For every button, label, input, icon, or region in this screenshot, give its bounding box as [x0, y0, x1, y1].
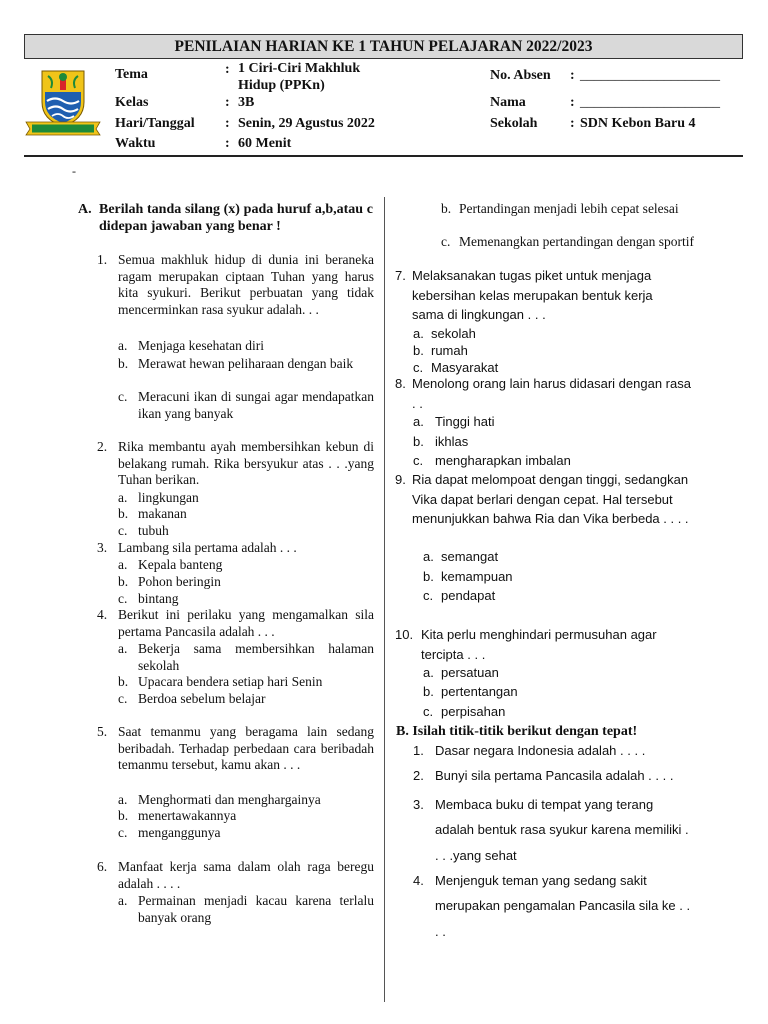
fill-question-3	[413, 792, 693, 868]
option-text: rumah	[431, 343, 468, 358]
fill-question-1	[413, 742, 703, 760]
option-text: semangat	[441, 549, 499, 564]
option-text: kemampuan	[441, 569, 513, 584]
option-text: Berdoa sebelum belajar	[138, 691, 266, 706]
option-letter: a.	[413, 326, 424, 341]
option-letter: b.	[118, 574, 129, 589]
question-1	[97, 252, 374, 318]
question-number: 3.	[97, 540, 108, 555]
option-letter: a.	[118, 557, 128, 572]
option-text: Kepala banteng	[138, 557, 223, 572]
option-10b[interactable]	[423, 684, 518, 700]
option-letter: b.	[118, 506, 129, 521]
option-letter: b.	[118, 674, 129, 689]
fill-question-2	[413, 767, 703, 785]
option-9a[interactable]	[423, 549, 498, 565]
option-text: Upacara bendera setiap hari Senin	[138, 674, 323, 689]
option-letter: c.	[118, 691, 128, 706]
question-9	[395, 470, 695, 529]
option-7a[interactable]	[413, 326, 476, 342]
absen-label: No. Absen	[490, 68, 551, 83]
question-text: Kita perlu menghindari permusuhan agar tercipta . . .	[421, 627, 657, 662]
fill-question-4	[413, 868, 693, 944]
option-text: Merawat hewan peliharaan dengan baik	[138, 356, 354, 371]
option-5b[interactable]	[118, 808, 374, 825]
question-text: Ria dapat melompoat dengan tinggi, sedangkan Vika dapat berlari dengan cepat. Hal tersebut menunjukkan bahwa Ria dan Vika berbeda . . . .	[412, 472, 689, 526]
option-letter: a.	[118, 893, 128, 908]
option-4a[interactable]	[118, 641, 374, 674]
question-number: 10.	[395, 627, 414, 642]
option-1a[interactable]	[118, 338, 374, 355]
option-text: Pohon beringin	[138, 574, 221, 589]
option-letter: a.	[118, 490, 128, 505]
hari-separator: :	[225, 116, 230, 131]
section-a-letter: A.	[78, 202, 92, 217]
hari-value: Senin, 29 Agustus 2022	[238, 116, 375, 131]
option-text: sekolah	[431, 326, 476, 341]
option-letter: c.	[118, 523, 128, 538]
question-8	[395, 374, 695, 413]
question-number: 1.	[97, 252, 108, 267]
option-text: Menjaga kesehatan diri	[138, 338, 264, 353]
option-10c[interactable]	[423, 704, 505, 720]
option-letter: a.	[118, 641, 128, 656]
question-number: 2.	[97, 439, 108, 454]
option-letter: b.	[423, 684, 434, 699]
option-letter: b.	[413, 434, 424, 449]
option-9c[interactable]	[423, 588, 495, 604]
question-10	[395, 625, 695, 664]
option-3b[interactable]	[118, 574, 374, 591]
option-8b[interactable]	[413, 434, 468, 450]
option-text: makanan	[138, 506, 187, 521]
column-divider	[384, 197, 385, 1002]
waktu-separator: :	[225, 136, 230, 151]
option-letter: c.	[423, 588, 434, 603]
option-text: Bekerja sama membersihkan halaman sekolah	[138, 641, 374, 673]
option-letter: c.	[423, 704, 434, 719]
question-2	[97, 439, 374, 489]
option-text: Masyarakat	[431, 360, 499, 375]
tema-label: Tema	[115, 67, 148, 82]
option-letter: b.	[423, 569, 434, 584]
option-letter: a.	[118, 338, 128, 353]
question-number: 7.	[395, 268, 406, 283]
question-number: 4.	[413, 873, 424, 888]
option-2b[interactable]	[118, 506, 374, 523]
option-text: pertentangan	[441, 684, 518, 699]
sekolah-label: Sekolah	[490, 116, 538, 131]
waktu-label: Waktu	[115, 136, 156, 151]
sekolah-separator: :	[570, 116, 575, 131]
nama-field[interactable]: ____________________	[580, 95, 720, 110]
sekolah-value: SDN Kebon Baru 4	[580, 116, 696, 131]
question-text: Menjenguk teman yang sedang sakit merupakan pengamalan Pancasila sila ke . . . .	[435, 873, 691, 939]
option-letter: a.	[118, 792, 128, 807]
question-number: 9.	[395, 472, 406, 487]
absen-separator: :	[570, 68, 575, 83]
tema-separator: :	[225, 62, 230, 77]
option-text: lingkungan	[138, 490, 199, 505]
option-letter: c.	[118, 825, 128, 840]
kelas-label: Kelas	[115, 95, 149, 110]
option-letter: b.	[118, 356, 129, 371]
option-6c[interactable]	[441, 234, 695, 251]
option-2a[interactable]	[118, 490, 374, 507]
option-letter: b.	[441, 201, 452, 216]
question-text: Bunyi sila pertama Pancasila adalah . . . .	[435, 768, 674, 783]
option-10a[interactable]	[423, 665, 499, 681]
option-text: Pertandingan menjadi lebih cepat selesai	[459, 201, 679, 216]
option-8a[interactable]	[413, 414, 495, 430]
option-letter: c.	[413, 453, 424, 468]
question-text: Membaca buku di tempat yang terang adalah bentuk rasa syukur karena memiliki . . . .yang sehat	[435, 797, 689, 863]
question-number: 3.	[413, 797, 424, 812]
option-text: tubuh	[138, 523, 169, 538]
option-7b[interactable]	[413, 343, 468, 359]
stray-dash: -	[72, 164, 76, 178]
kelas-separator: :	[225, 95, 230, 110]
option-letter: c.	[441, 234, 451, 249]
option-8c[interactable]	[413, 453, 571, 469]
question-text: Dasar negara Indonesia adalah . . . .	[435, 743, 646, 758]
question-text: Berikut ini perilaku yang mengamalkan sila pertama Pancasila adalah . . .	[118, 607, 374, 639]
question-number: 5.	[97, 724, 108, 739]
question-text: Semua makhluk hidup di dunia ini beraneka ragam merupakan ciptaan Tuhan yang harus kita syukuri. Berikut perbuatan yang tidak mencerminkan rasa syukur adalah. . .	[118, 252, 374, 317]
option-text: persatuan	[441, 665, 499, 680]
question-number: 2.	[413, 768, 424, 783]
option-text: perpisahan	[441, 704, 506, 719]
question-text: Menolong orang lain harus didasari dengan rasa . .	[412, 376, 691, 411]
question-text: Rika membantu ayah membersihkan kebun di belakang rumah. Rika bersyukur atas . . .yang Tuhan berikan.	[118, 439, 374, 487]
question-number: 1.	[413, 743, 424, 758]
kelas-value: 3B	[238, 95, 255, 110]
option-text: Memenangkan pertandingan dengan sportif	[459, 234, 695, 249]
option-text: ikhlas	[435, 434, 469, 449]
option-letter: b.	[413, 343, 424, 358]
nama-label: Nama	[490, 95, 526, 110]
question-7	[395, 266, 685, 325]
question-4	[97, 607, 374, 640]
option-6a[interactable]	[118, 893, 374, 926]
option-4c[interactable]	[118, 691, 374, 708]
question-number: 6.	[97, 859, 108, 874]
question-number: 8.	[395, 376, 406, 391]
tema-value: 1 Ciri-Ciri Makhluk Hidup (PPKn)	[238, 61, 361, 93]
option-9b[interactable]	[423, 569, 513, 585]
option-letter: c.	[118, 389, 128, 404]
option-1c[interactable]	[118, 389, 374, 422]
option-text: menertawakannya	[138, 808, 237, 823]
option-letter: c.	[413, 360, 424, 375]
question-6	[97, 859, 374, 892]
option-letter: c.	[118, 591, 128, 606]
question-3	[97, 540, 374, 557]
hari-label: Hari/Tanggal	[115, 116, 195, 131]
option-3a[interactable]	[118, 557, 374, 574]
option-letter: a.	[423, 665, 434, 680]
absen-field[interactable]: ____________________	[580, 68, 720, 83]
page-title: PENILAIAN HARIAN KE 1 TAHUN PELAJARAN 2022/2023	[24, 34, 743, 59]
option-6b[interactable]	[441, 201, 695, 218]
question-number: 4.	[97, 607, 108, 622]
question-5	[97, 724, 374, 774]
waktu-value: 60 Menit	[238, 136, 292, 151]
option-5c[interactable]	[118, 825, 374, 842]
option-text: Menghormati dan menghargainya	[138, 792, 321, 807]
section-b-title: B. Isilah titik-titik berikut dengan tepat!	[396, 724, 638, 739]
right-column	[386, 0, 768, 1024]
option-letter: a.	[413, 414, 424, 429]
option-text: Tinggi hati	[435, 414, 495, 429]
option-1b[interactable]	[118, 356, 374, 373]
question-text: Melaksanakan tugas piket untuk menjaga kebersihan kelas merupakan bentuk kerja sama di lingkungan . . .	[412, 268, 653, 322]
nama-separator: :	[570, 95, 575, 110]
option-letter: a.	[423, 549, 434, 564]
option-text: pendapat	[441, 588, 496, 603]
option-4b[interactable]	[118, 674, 374, 691]
option-5a[interactable]	[118, 792, 374, 809]
option-3c[interactable]	[118, 591, 374, 608]
option-text: mengharapkan imbalan	[435, 453, 571, 468]
question-text: Manfaat kerja sama dalam olah raga beregu adalah . . . .	[118, 859, 374, 891]
section-a-title: Berilah tanda silang (x) pada huruf a,b,atau c didepan jawaban yang benar !	[99, 202, 373, 234]
option-letter: b.	[118, 808, 129, 823]
question-text: Lambang sila pertama adalah . . .	[118, 540, 297, 555]
option-text: bintang	[138, 591, 179, 606]
option-text: menganggunya	[138, 825, 221, 840]
question-text: Saat temanmu yang beragama lain sedang beribadah. Terhadap perbedaan cara beribadah temanmu tersebut, kamu akan . . .	[118, 724, 374, 772]
option-text: Permainan menjadi kacau karena terlalu banyak orang	[138, 893, 374, 925]
option-2c[interactable]	[118, 523, 374, 540]
option-text: Meracuni ikan di sungai agar mendapatkan ikan yang banyak	[138, 389, 374, 421]
